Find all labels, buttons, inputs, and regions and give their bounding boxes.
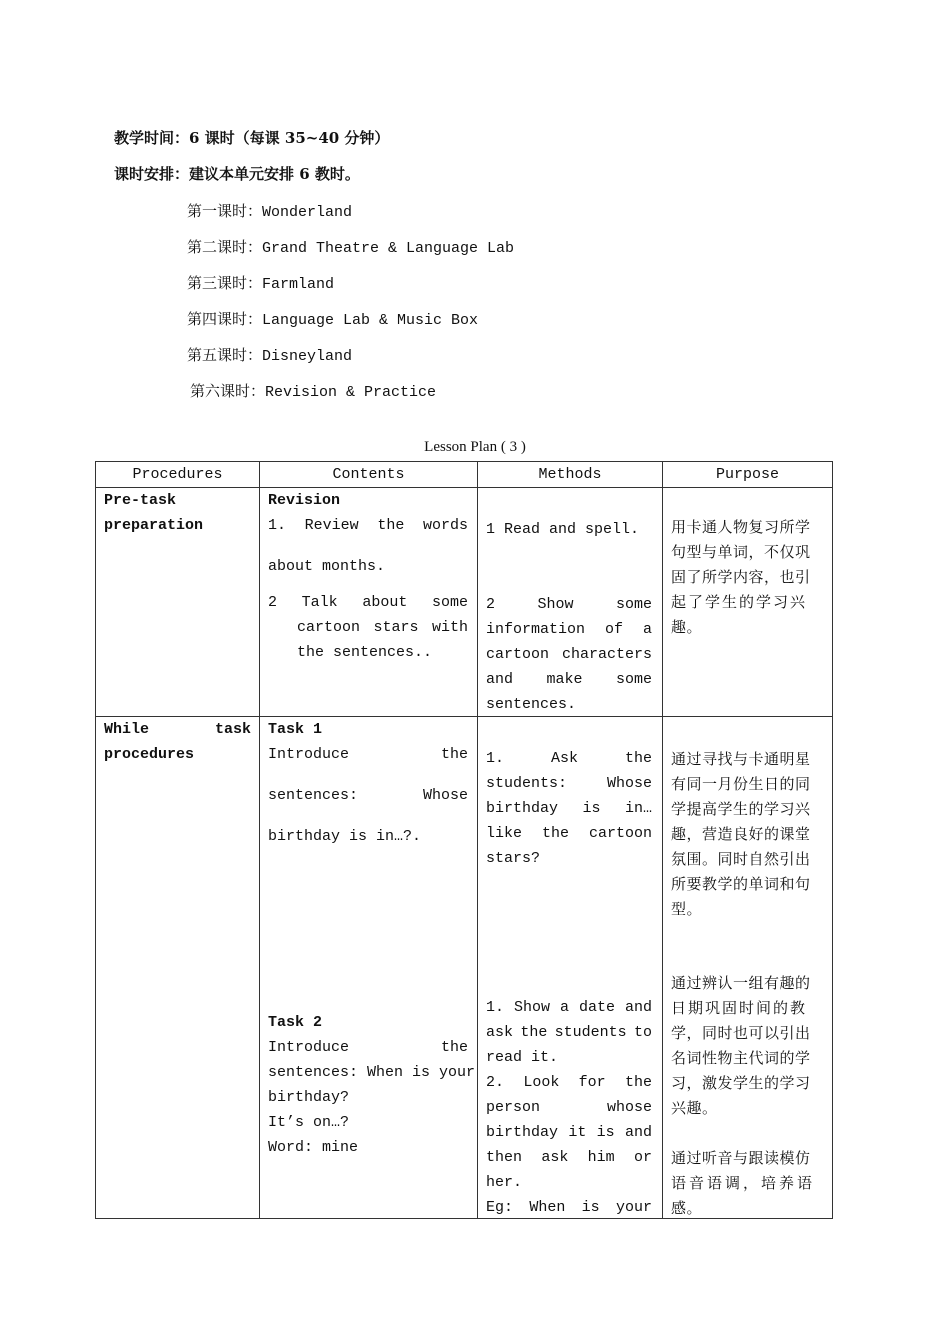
lesson-item: 第二课时：Grand Theatre & Language Lab [187, 240, 515, 257]
methods-text: stars? [486, 850, 541, 867]
purpose-text: 起了学生的学习兴 [671, 593, 808, 611]
purpose-text: 句型与单词，不仅巩 [671, 543, 811, 561]
purpose-text: 所要教学的单词和句 [671, 875, 811, 893]
teaching-time: 教学时间：6 课时（每课 35~40 分钟） [114, 129, 390, 147]
table-header-row [96, 462, 833, 488]
table-row [96, 488, 833, 717]
methods-text: read it. [486, 1049, 559, 1066]
contents-text: sentences: When is your [268, 1064, 476, 1081]
contents-text: birthday? [268, 1089, 350, 1106]
lesson-item: 第一课时：Wonderland [187, 204, 353, 221]
contents-text: birthday is in…?. [268, 828, 422, 845]
purpose-text: 通过寻找与卡通明星 [671, 750, 811, 768]
header-methods: Methods [478, 462, 663, 488]
methods-text: 2 Show some [486, 596, 652, 613]
purpose-cell [663, 717, 832, 1218]
contents-text: Introduce the [268, 1039, 468, 1056]
purpose-text: 日期巩固时间的教 [671, 999, 808, 1017]
purpose-text: 趣，营造良好的课堂 [671, 825, 811, 843]
contents-text: 2 Talk about some [268, 594, 468, 611]
methods-text: birthday is in… [486, 800, 652, 817]
methods-text: Eg: When is your [486, 1199, 652, 1216]
methods-text: and make some [486, 671, 652, 688]
purpose-text: 固了所学内容，也引 [671, 568, 811, 586]
task-title: Task 2 [268, 1014, 323, 1031]
table-row [96, 717, 833, 1219]
purpose-text: 学，同时也可以引出 [671, 1024, 811, 1042]
purpose-text: 感。 [671, 1199, 703, 1217]
purpose-text: 语音语调，培养语 [671, 1174, 816, 1192]
purpose-text: 兴趣。 [671, 1099, 718, 1117]
task-title: Task 1 [268, 721, 323, 738]
contents-cell [260, 717, 477, 1218]
purpose-text: 型。 [671, 900, 703, 918]
purpose-text: 趣。 [671, 618, 703, 636]
methods-text: ask the students to [486, 1024, 652, 1041]
contents-cell [260, 488, 477, 716]
procedure-text: While task [104, 721, 251, 738]
contents-text: It’s on…? [268, 1114, 350, 1131]
methods-cell [478, 488, 662, 716]
methods-text: sentences. [486, 696, 577, 713]
table-caption: Lesson Plan ( 3 ) [424, 439, 526, 455]
purpose-text: 习，激发学生的学习 [671, 1074, 811, 1092]
lesson-item: 第三课时：Farmland [187, 276, 335, 293]
methods-text: 1. Show a date and [486, 999, 652, 1016]
methods-text: 2. Look for the [486, 1074, 652, 1091]
procedure-text: Pre-task [104, 492, 177, 509]
contents-text: Introduce the [268, 746, 468, 763]
procedure-text: procedures [104, 746, 195, 763]
contents-text: cartoon stars with [297, 619, 468, 636]
lesson-item: 第五课时：Disneyland [187, 348, 353, 365]
procedure-cell [96, 488, 259, 716]
methods-text: 1. Ask the [486, 750, 652, 767]
lesson-item: 第六课时：Revision & Practice [190, 384, 437, 401]
header-contents: Contents [260, 462, 478, 488]
purpose-text: 氛围。同时自然引出 [671, 850, 811, 868]
methods-text: her. [486, 1174, 523, 1191]
methods-text: person whose [486, 1099, 652, 1116]
contents-text: about months. [268, 558, 386, 575]
contents-text: sentences: Whose [268, 787, 468, 804]
methods-text: information of a [486, 621, 652, 638]
contents-text: the sentences.. [297, 644, 433, 661]
methods-text: 1 Read and spell. [486, 521, 640, 538]
procedure-text: preparation [104, 517, 204, 534]
contents-text: 1. Review the words [268, 517, 468, 534]
purpose-text: 名词性物主代词的学 [671, 1049, 811, 1067]
methods-text: birthday it is and [486, 1124, 652, 1141]
methods-cell [478, 717, 662, 1218]
methods-text: cartoon characters [486, 646, 652, 663]
purpose-cell [663, 488, 832, 716]
procedure-cell [96, 717, 259, 1218]
lesson-item: 第四课时：Language Lab & Music Box [187, 312, 479, 329]
contents-text: Word: mine [268, 1139, 359, 1156]
contents-title: Revision [268, 492, 341, 509]
methods-text: like the cartoon [486, 825, 652, 842]
purpose-text: 学提高学生的学习兴 [671, 800, 811, 818]
methods-text: then ask him or [486, 1149, 652, 1166]
purpose-text: 通过听音与跟读模仿 [671, 1149, 811, 1167]
methods-text: students: Whose [486, 775, 652, 792]
purpose-text: 有同一月份生日的同 [671, 775, 811, 793]
purpose-text: 用卡通人物复习所学 [671, 518, 811, 536]
header-procedures: Procedures [96, 462, 260, 488]
lesson-plan-table [95, 461, 833, 1219]
lesson-arrangement: 课时安排：建议本单元安排 6 教时。 [114, 165, 360, 183]
purpose-text: 通过辨认一组有趣的 [671, 974, 811, 992]
header-purpose: Purpose [663, 462, 833, 488]
